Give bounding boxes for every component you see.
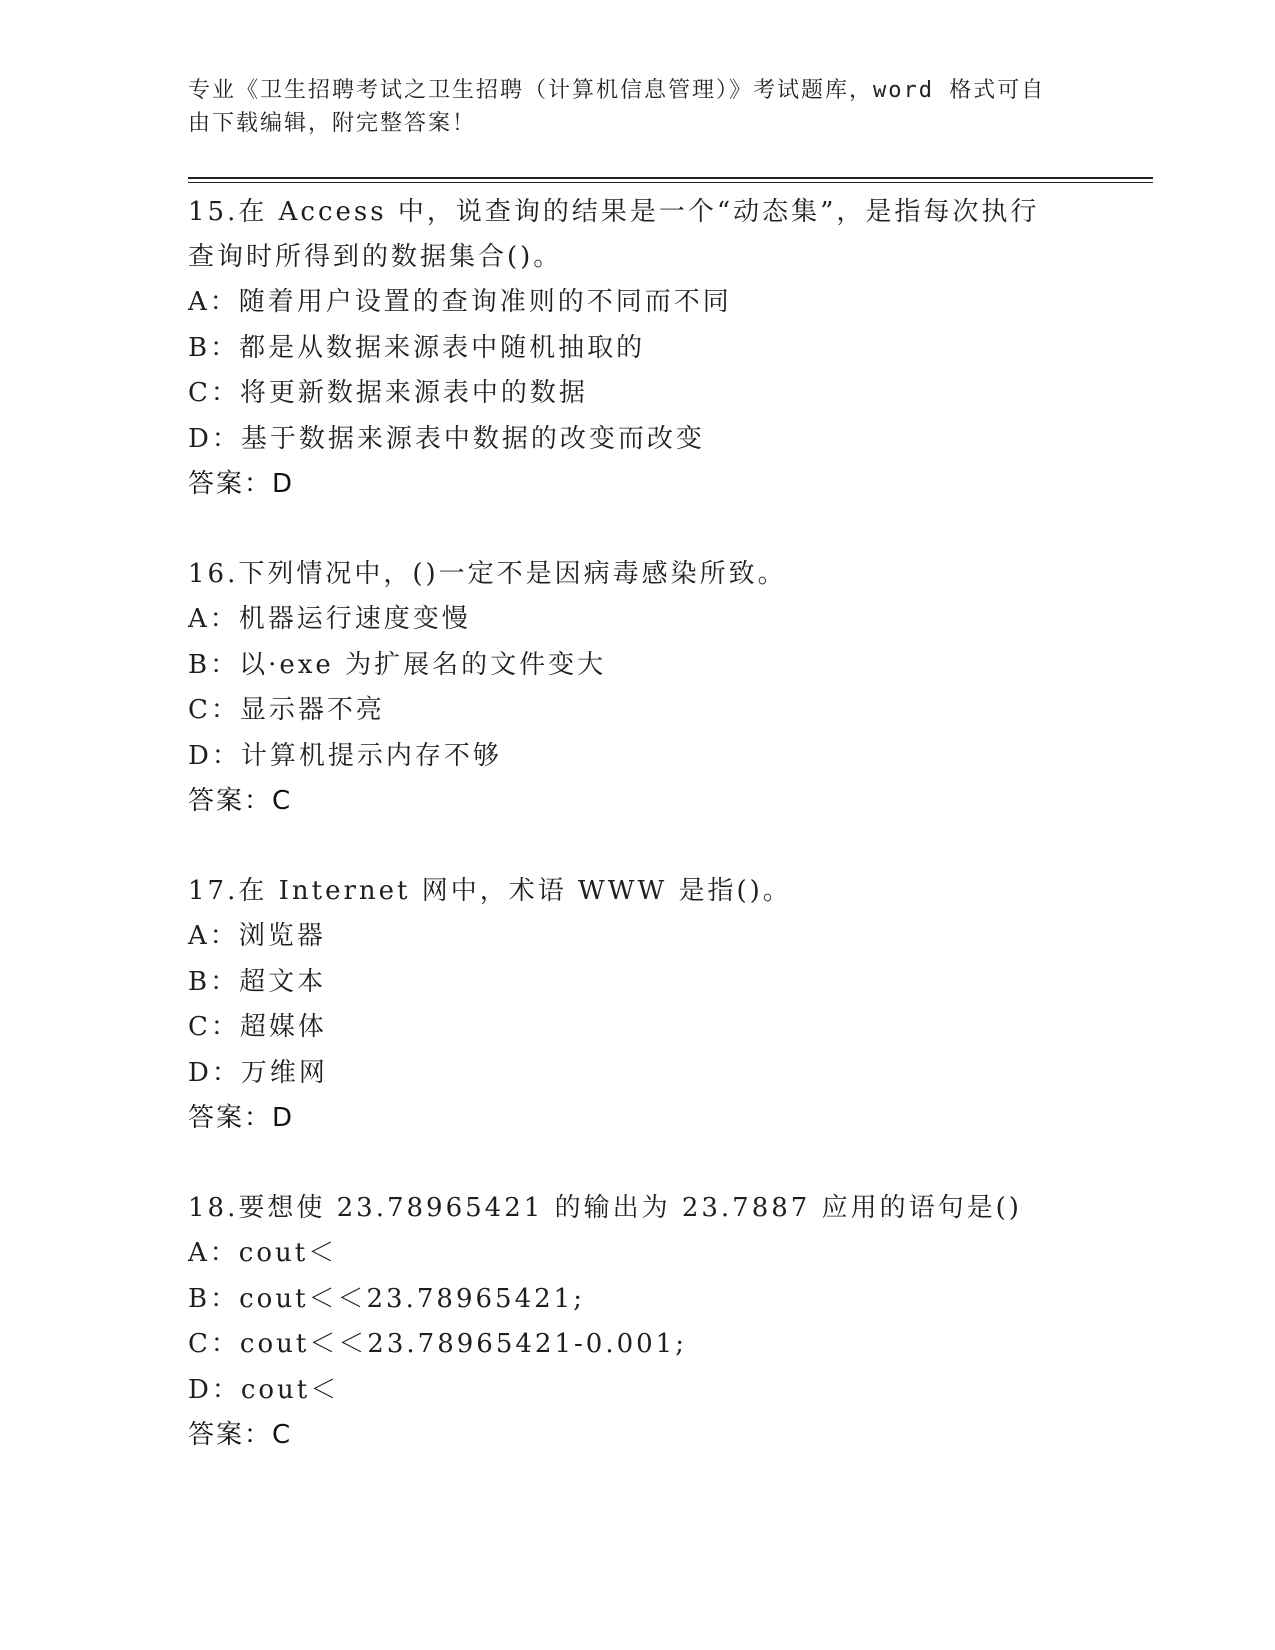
option-b: B：cout＜＜23.78965421; xyxy=(188,1283,585,1314)
question-list xyxy=(188,190,1068,1503)
option-a: A：随着用户设置的查询准则的不同而不同 xyxy=(188,287,732,317)
question-17 xyxy=(188,869,1068,1141)
header-divider-thick xyxy=(188,177,1153,179)
option-c: C：超媒体 xyxy=(188,1012,327,1042)
question-stem: 16.下列情况中，()一定不是因病毒感染所致。 xyxy=(188,559,787,589)
option-a: A：cout＜ xyxy=(188,1238,338,1268)
document-header: 专业《卫生招聘考试之卫生招聘（计算机信息管理）》考试题库，word 格式可自由下载编辑，附完整答案！ xyxy=(188,78,1046,136)
option-c: C：将更新数据来源表中的数据 xyxy=(188,378,588,408)
question-16 xyxy=(188,552,1068,824)
option-d: D：计算机提示内存不够 xyxy=(188,740,502,771)
option-b: B：都是从数据来源表中随机抽取的 xyxy=(188,332,646,363)
option-c: C：cout＜＜23.78965421-0.001; xyxy=(188,1329,687,1359)
question-15 xyxy=(188,190,1068,507)
question-18 xyxy=(188,1186,1068,1458)
answer-line: 答案：C xyxy=(188,786,293,816)
question-stem: 17.在 Internet 网中，术语 WWW 是指()。 xyxy=(188,876,792,906)
option-d: D：基于数据来源表中数据的改变而改变 xyxy=(188,423,705,454)
option-b: B：以·exe 为扩展名的文件变大 xyxy=(188,649,607,680)
option-b: B：超文本 xyxy=(188,966,327,997)
option-a: A：机器运行速度变慢 xyxy=(188,604,471,634)
option-d: D：cout＜ xyxy=(188,1374,340,1405)
answer-line: 答案：C xyxy=(188,1420,293,1450)
answer-line: 答案：D xyxy=(188,1103,295,1133)
option-c: C：显示器不亮 xyxy=(188,695,385,725)
option-a: A：浏览器 xyxy=(188,921,326,951)
header-divider-thin xyxy=(188,182,1153,183)
question-stem: 15.在 Access 中，说查询的结果是一个“动态集”，是指每次执行查询时所得到的数据集合()。 xyxy=(188,197,1040,272)
option-d: D：万维网 xyxy=(188,1057,328,1088)
answer-line: 答案：D xyxy=(188,469,295,499)
question-stem: 18.要想使 23.78965421 的输出为 23.7887 应用的语句是() xyxy=(188,1193,1022,1223)
